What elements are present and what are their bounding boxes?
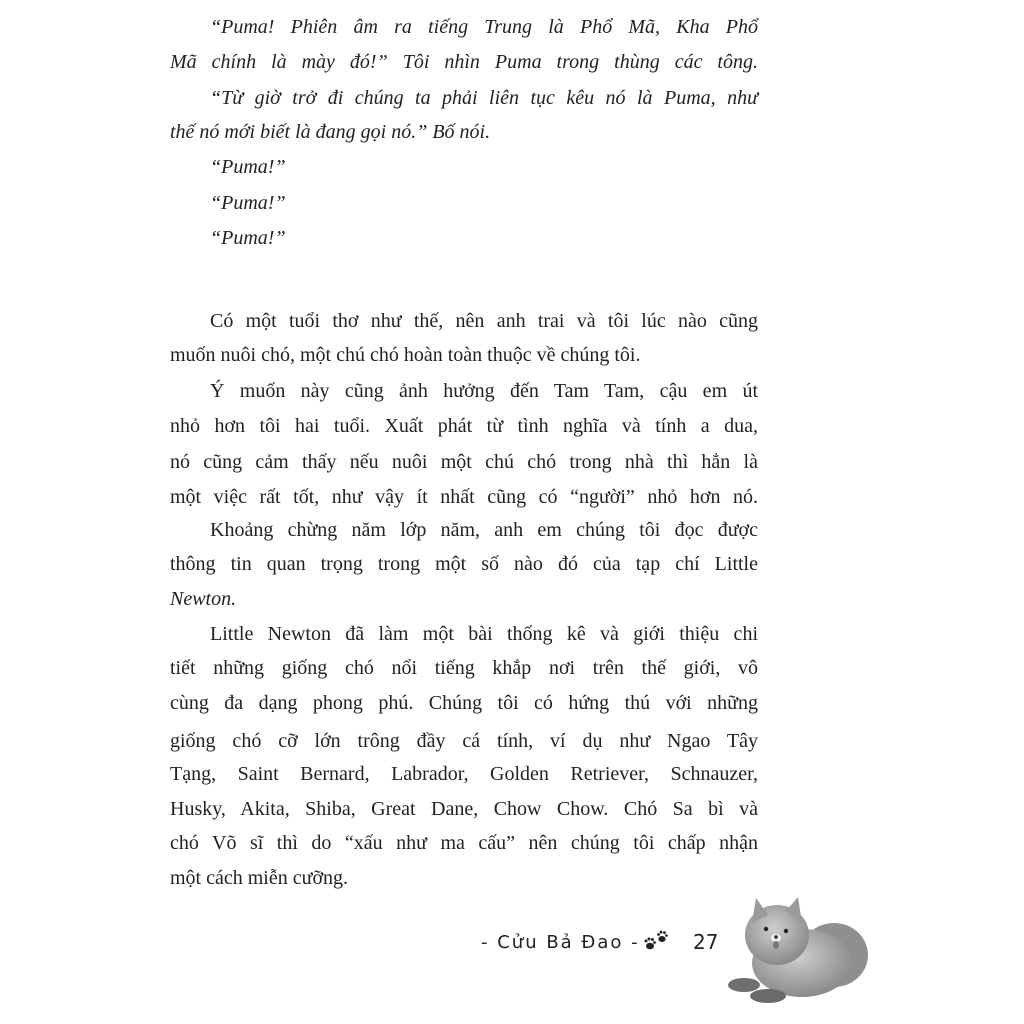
page-number: 27 <box>693 930 719 954</box>
footer-author: - Cửu Bả Đao - <box>481 932 640 953</box>
text-line: thế nó mới biết là đang gọi nó.” Bố nói. <box>170 121 491 143</box>
text-line: “Puma!” <box>210 227 286 249</box>
text-line: nó cũng cảm thấy nếu nuôi một chú chó trong nhà thì hẳn là <box>170 451 758 473</box>
text-line: thông tin quan trọng trong một số nào đó của tạp chí Little <box>170 553 758 575</box>
text-line: Mã chính là mày đó!” Tôi nhìn Puma trong thùng các tông. <box>170 51 758 73</box>
text-line: Husky, Akita, Shiba, Great Dane, Chow Chow. Chó Sa bì và <box>170 798 758 820</box>
text-line: “Puma!” <box>210 156 286 178</box>
text-line: một việc rất tốt, như vậy ít nhất cũng có “người” nhỏ hơn nó. <box>170 486 758 508</box>
text-line: cùng đa dạng phong phú. Chúng tôi có hứng thú với những <box>170 692 758 714</box>
text-line: Tạng, Saint Bernard, Labrador, Golden Retriever, Schnauzer, <box>170 763 758 785</box>
text-line: “Puma! Phiên âm ra tiếng Trung là Phổ Mã, Kha Phổ <box>210 16 758 38</box>
text-line: Khoảng chừng năm lớp năm, anh em chúng tôi đọc được <box>210 519 758 541</box>
text-line: “Puma!” <box>210 192 286 214</box>
text-line: tiết những giống chó nổi tiếng khắp nơi trên thế giới, vô <box>170 657 758 679</box>
paw-prints-icon <box>644 930 670 952</box>
text-line: giống chó cỡ lớn trông đầy cá tính, ví dụ như Ngao Tây <box>170 730 758 752</box>
text-line: “Từ giờ trở đi chúng ta phải liên tục kêu nó là Puma, như <box>210 87 758 109</box>
text-line: Ý muốn này cũng ảnh hưởng đến Tam Tam, cậu em út <box>210 380 758 402</box>
text-line: Có một tuổi thơ như thế, nên anh trai và tôi lúc nào cũng <box>210 310 758 332</box>
text-line: Newton. <box>170 588 237 610</box>
text-line: chó Võ sĩ thì do “xấu như ma cấu” nên chúng tôi chấp nhận <box>170 832 758 854</box>
pomeranian-dog-illustration <box>722 893 872 1008</box>
text-line: Little Newton đã làm một bài thống kê và giới thiệu chi <box>210 623 758 645</box>
text-line: nhỏ hơn tôi hai tuổi. Xuất phát từ tình nghĩa và tính a dua, <box>170 415 758 437</box>
text-line: muốn nuôi chó, một chú chó hoàn toàn thuộc về chúng tôi. <box>170 344 641 366</box>
text-line: một cách miễn cưỡng. <box>170 867 349 889</box>
